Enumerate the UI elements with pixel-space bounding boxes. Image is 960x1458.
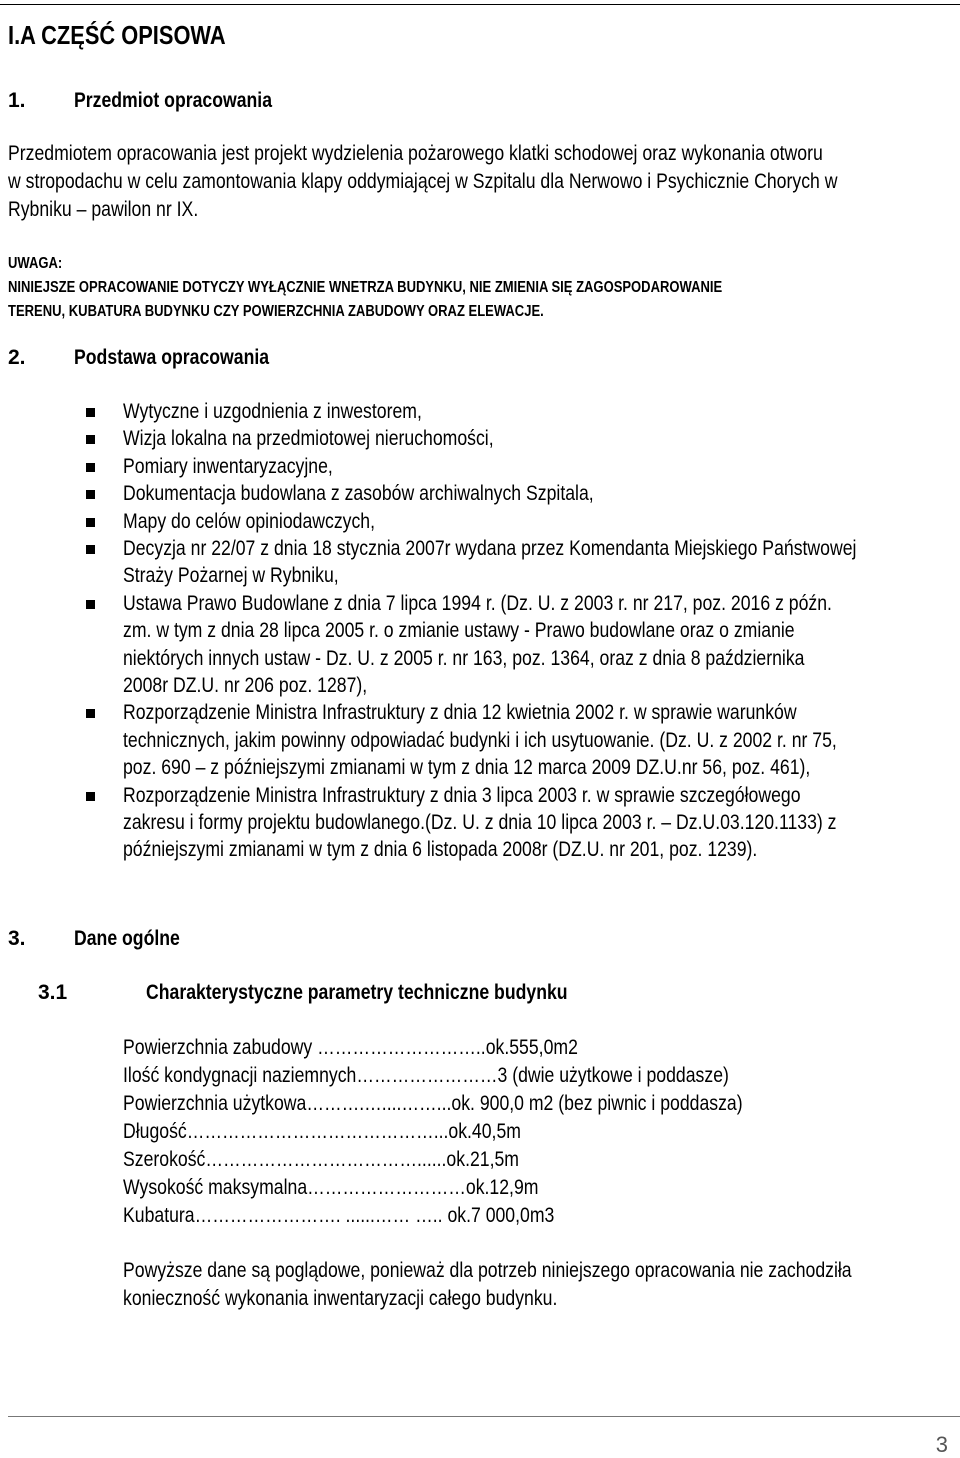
bullet-marker bbox=[86, 490, 95, 499]
bullet-marker bbox=[86, 463, 95, 472]
list-item-line: Wizja lokalna na przedmiotowej nieruchomości, bbox=[123, 427, 494, 451]
paragraph-line: Rybniku – pawilon nr IX. bbox=[8, 198, 199, 221]
list-item-line: Rozporządzenie Ministra Infrastruktury z dnia 3 lipca 2003 r. w sprawie szczegółowego bbox=[123, 783, 801, 807]
list-item bbox=[123, 398, 479, 425]
list-item-line: zakresu i formy projektu budowlanego.(Dz. U. z dnia 10 lipca 2003 r. – Dz.U.03.120.1133) z bbox=[123, 811, 837, 834]
note-line: TERENU, KUBATURA BUDYNKU CZY POWIERZCHNIA ZABUDOWY ORAZ ELEWACJE. bbox=[8, 303, 544, 320]
section-2-heading: Podstawa opracowania bbox=[74, 346, 270, 369]
section-3-1-number: 3.1 bbox=[38, 981, 68, 1004]
closing-line: Powyższe dane są poglądowe, ponieważ dla potrzeb niniejszego opracowania nie zachodziła bbox=[123, 1259, 852, 1282]
list-item-line: Decyzja nr 22/07 z dnia 18 stycznia 2007r wydana przez Komendanta Miejskiego Państwowej bbox=[123, 537, 857, 560]
list-item bbox=[123, 590, 960, 700]
bullet-marker bbox=[86, 545, 95, 554]
paragraph-line: w stropodachu w celu zamontowania klapy oddymiającej w Szpitalu dla Nerwowo i Psychicznie Chorych w bbox=[8, 170, 838, 193]
section-3-number: 3. bbox=[8, 927, 26, 950]
list-item-line: Dokumentacja budowlana z zasobów archiwalnych Szpitala, bbox=[123, 482, 594, 506]
parameter-row: Szerokość………………………………......ok.21,5m bbox=[123, 1148, 520, 1171]
list-item-line: Straży Pożarnej w Rybniku, bbox=[123, 564, 339, 588]
bullet-marker bbox=[86, 518, 95, 527]
parameter-row: Ilość kondygnacji naziemnych……………………3 (dwie użytkowe i poddasze) bbox=[123, 1064, 729, 1087]
footer-rule bbox=[8, 1416, 960, 1417]
note-label: UWAGA: bbox=[8, 255, 63, 272]
list-item bbox=[123, 480, 683, 507]
paragraph-line: Przedmiotem opracowania jest projekt wydzielenia pożarowego klatki schodowej oraz wykonania otworu bbox=[8, 142, 823, 165]
list-item-line: Mapy do celów opiniodawczych, bbox=[123, 509, 375, 533]
section-3-1-heading: Charakterystyczne parametry techniczne budynku bbox=[146, 981, 568, 1004]
parameter-row: Powierzchnia użytkowa……….…....……...ok. 900,0 m2 (bez piwnic i poddasza) bbox=[123, 1092, 743, 1115]
closing-paragraph bbox=[123, 1257, 960, 1313]
list-item-line: zm. w tym z dnia 28 lipca 2005 r. o zmianie ustawy - Prawo budowlane oraz o zmianie bbox=[123, 619, 795, 643]
list-item bbox=[123, 782, 960, 864]
list-item-line: Pomiary inwentaryzacyjne, bbox=[123, 454, 333, 478]
section-1-heading: Przedmiot opracowania bbox=[74, 89, 273, 112]
parameter-row: Powierzchnia zabudowy ………………………..ok.555,0m2 bbox=[123, 1036, 578, 1059]
list-item-line: niektórych innych ustaw - Dz. U. z 2005 r. nr 163, poz. 1364, oraz z dnia 8 października bbox=[123, 646, 805, 670]
section-1-paragraph bbox=[8, 140, 960, 224]
list-item-line: technicznych, jakim powinny odpowiadać budynki i ich usytuowanie. (Dz. U. z 2002 r. nr 75, bbox=[123, 728, 837, 752]
section-2-number: 2. bbox=[8, 346, 26, 369]
parameter-row: Długość……………………………………...ok.40,5m bbox=[123, 1120, 521, 1143]
top-rule bbox=[0, 4, 960, 5]
closing-line: konieczność wykonania inwentaryzacji całego budynku. bbox=[123, 1287, 558, 1310]
page-number: 3 bbox=[935, 1432, 948, 1457]
list-item-line: poz. 690 – z późniejszymi zmianami w tym z dnia 12 marca 2009 DZ.U.nr 56, poz. 461), bbox=[123, 756, 811, 780]
list-item bbox=[123, 699, 960, 781]
parameter-row: Wysokość maksymalna………………………ok.12,9m bbox=[123, 1176, 539, 1199]
note-block bbox=[8, 252, 858, 324]
list-item bbox=[123, 425, 564, 452]
list-item-line: Rozporządzenie Ministra Infrastruktury z dnia 12 kwietnia 2002 r. w sprawie warunków bbox=[123, 701, 797, 725]
bullet-marker bbox=[86, 600, 95, 609]
section-3-heading: Dane ogólne bbox=[74, 927, 180, 950]
list-item-line: Ustawa Prawo Budowlane z dnia 7 lipca 1994 r. (Dz. U. z 2003 r. nr 217, poz. 2016 z późn. bbox=[123, 591, 832, 615]
parameters-list bbox=[123, 1034, 861, 1230]
document-title: I.A CZĘŚĆ OPISOWA bbox=[8, 20, 226, 50]
bullet-marker bbox=[86, 435, 95, 444]
bullet-marker bbox=[86, 408, 95, 417]
list-item-line: Wytyczne i uzgodnienia z inwestorem, bbox=[123, 400, 422, 423]
list-item-line: późniejszymi zmianami w tym z dnia 6 listopada 2008r (DZ.U. nr 201, poz. 1239). bbox=[123, 838, 758, 862]
list-item-line: 2008r DZ.U. nr 206 poz. 1287), bbox=[123, 674, 368, 698]
section-1-number: 1. bbox=[8, 89, 26, 112]
bullet-marker bbox=[86, 792, 95, 801]
bullet-marker bbox=[86, 709, 95, 718]
list-item bbox=[123, 453, 373, 480]
list-item bbox=[123, 508, 423, 535]
note-line: NINIEJSZE OPRACOWANIE DOTYCZY WYŁĄCZNIE WNETRZA BUDYNKU, NIE ZMIENIA SIĘ ZAGOSPODAROWANIE bbox=[8, 279, 723, 296]
parameter-row: Kubatura……………………. ......…… ….. ok.7 000,0m3 bbox=[123, 1204, 555, 1227]
list-item bbox=[123, 535, 960, 590]
